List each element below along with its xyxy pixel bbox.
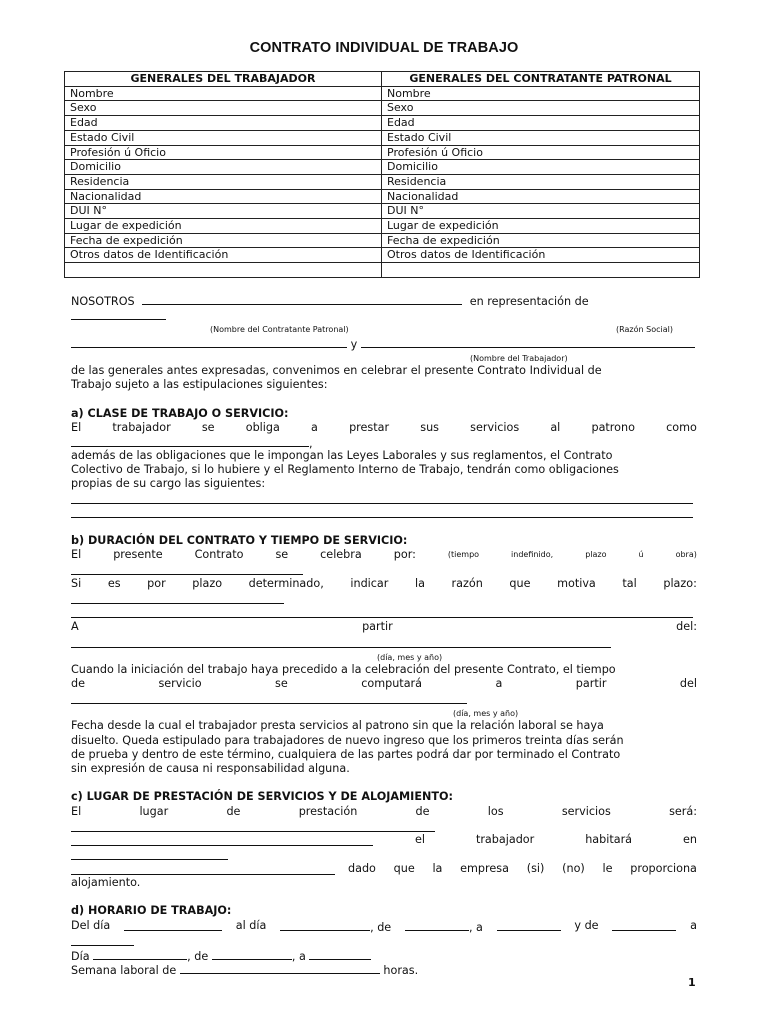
- generales-table-body: [65, 86, 700, 277]
- word: como: [666, 421, 697, 434]
- word: computará: [361, 677, 423, 690]
- hora-inicio-blank[interactable]: [405, 919, 469, 931]
- comma: ,: [309, 437, 313, 450]
- word: empresa: [460, 862, 509, 875]
- contratante-cell[interactable]: Nacionalidad: [382, 189, 700, 204]
- word: partir: [575, 677, 607, 690]
- word: plazo:: [663, 577, 697, 590]
- en-representacion-label: en representación de: [469, 295, 589, 308]
- table-row: [65, 189, 700, 204]
- contratante-cell[interactable]: [382, 263, 700, 278]
- a-end-label: a: [690, 919, 697, 932]
- word: motiva: [557, 577, 596, 590]
- contratante-cell[interactable]: Lugar de expedición: [382, 219, 700, 234]
- trabajador-name-blank[interactable]: [361, 336, 695, 348]
- word: patrono: [591, 421, 635, 434]
- section-d-line-1: [71, 919, 697, 936]
- word: El: [71, 805, 82, 818]
- word: al: [550, 421, 561, 434]
- hora-extra-fin-blank[interactable]: [309, 948, 371, 960]
- word: de: [71, 677, 85, 690]
- trabajador-cell[interactable]: Profesión ú Oficio: [65, 145, 382, 160]
- label-contratante: (Nombre del Contratante Patronal): [210, 325, 349, 334]
- word: (tiempo: [447, 550, 480, 559]
- word: de: [415, 805, 430, 818]
- fecha-computo-blank[interactable]: [71, 703, 467, 704]
- word: plazo: [192, 577, 223, 590]
- dia-fin-blank[interactable]: [280, 919, 370, 931]
- section-b-para-1: Fecha desde la cual el trabajador presta servicios al patrono sin que la relación laboral se haya: [71, 719, 604, 732]
- header-contratante: GENERALES DEL CONTRATANTE PATRONAL: [382, 72, 700, 87]
- word: El: [71, 421, 82, 434]
- trabajador-cell[interactable]: Residencia: [65, 174, 382, 189]
- table-row: [65, 174, 700, 189]
- word: (no): [562, 862, 585, 875]
- word: El: [71, 548, 82, 561]
- word: que: [393, 862, 415, 875]
- section-c-line-4: alojamiento.: [71, 876, 141, 889]
- trabajador-cell[interactable]: Sexo: [65, 101, 382, 116]
- section-b-line-2: [71, 577, 697, 592]
- contratante-cell[interactable]: Estado Civil: [382, 130, 700, 145]
- trabajador-cell[interactable]: Estado Civil: [65, 130, 382, 145]
- section-a-heading: a) CLASE DE TRABAJO O SERVICIO:: [71, 407, 289, 420]
- al-dia-label: al día: [235, 919, 267, 932]
- section-a-line-1: además de las obligaciones que le impongan las Leyes Laborales y sus reglamentos, el Contrato: [71, 449, 613, 462]
- trabajador-cell[interactable]: Lugar de expedición: [65, 219, 382, 234]
- y-label: y: [350, 338, 358, 351]
- word: servicios: [470, 421, 520, 434]
- intro-p1: de las generales antes expresadas, convenimos en celebrar el presente Contrato Individual de: [71, 364, 602, 377]
- word: por:: [393, 548, 416, 561]
- header-trabajador: GENERALES DEL TRABAJADOR: [65, 72, 382, 87]
- contratante-name-blank[interactable]: [71, 336, 347, 348]
- hora-fin-2-blank[interactable]: [71, 945, 134, 946]
- word: del:: [676, 620, 697, 633]
- document-title: CONTRATO INDIVIDUAL DE TRABAJO: [249, 40, 519, 56]
- word: obra): [675, 550, 697, 559]
- word: indefinido,: [511, 550, 554, 559]
- word: la: [432, 862, 443, 875]
- word: se: [275, 677, 288, 690]
- word: habitará: [585, 833, 633, 846]
- intro-line-2: [71, 336, 697, 353]
- section-b-line-4: Cuando la iniciación del trabajo haya precedido a la celebración del presente Contrato, el tiempo: [71, 663, 616, 676]
- word: por: [147, 577, 166, 590]
- intro-para-2: Trabajo sujeto a las estipulaciones siguientes:: [71, 378, 328, 391]
- word: que: [509, 577, 531, 590]
- trabajador-cell[interactable]: [65, 263, 382, 278]
- word: trabajador: [112, 421, 171, 434]
- nosotros-label: NOSOTROS: [71, 295, 135, 308]
- label-razon-social: (Razón Social): [616, 325, 673, 334]
- word: Si: [71, 577, 82, 590]
- table-row: [65, 86, 700, 101]
- table-row: [65, 145, 700, 160]
- duracion-blank[interactable]: [71, 574, 303, 575]
- table-row: [65, 263, 700, 278]
- label-trabajador: (Nombre del Trabajador): [470, 354, 568, 363]
- section-b-para-4: sin expresión de causa ni responsabilidad alguna.: [71, 762, 350, 775]
- word: indicar: [350, 577, 389, 590]
- intro-para-1: [71, 364, 697, 379]
- word: presente: [113, 548, 163, 561]
- word: el: [415, 833, 425, 846]
- trabajador-cell[interactable]: Edad: [65, 116, 382, 131]
- lugar-servicios-blank-2[interactable]: [71, 845, 373, 846]
- trabajador-cell[interactable]: Otros datos de Identificación: [65, 248, 382, 263]
- hora-inicio-2-blank[interactable]: [612, 919, 676, 931]
- section-b-para-2: disuelto. Queda estipulado para trabajadores de nuevo ingreso que los primeros treinta días serán: [71, 734, 624, 747]
- word: (si): [526, 862, 545, 875]
- contratante-cell[interactable]: Otros datos de Identificación: [382, 248, 700, 263]
- word: celebra: [320, 548, 362, 561]
- alojamiento-blank[interactable]: [71, 874, 335, 875]
- word: dado: [348, 862, 376, 875]
- trabajador-cell[interactable]: Fecha de expedición: [65, 233, 382, 248]
- word: a: [311, 421, 318, 434]
- contratante-cell[interactable]: Nombre: [382, 86, 700, 101]
- section-b-para-3: de prueba y dentro de este término, cualquiera de las partes podrá dar por terminado el Contrato: [71, 748, 621, 761]
- word: de: [226, 805, 241, 818]
- word: prestar: [349, 421, 390, 434]
- trabajador-cell[interactable]: Nombre: [65, 86, 382, 101]
- dia-extra-blank[interactable]: [93, 948, 187, 960]
- word: será:: [669, 805, 697, 818]
- semana-label: Semana laboral de: [71, 964, 177, 977]
- section-b-line-5: [71, 677, 697, 692]
- section-c-line-3: [348, 862, 697, 877]
- word: la: [414, 577, 425, 590]
- contratante-cell[interactable]: Sexo: [382, 101, 700, 116]
- word: razón: [451, 577, 483, 590]
- contratante-cell[interactable]: Edad: [382, 116, 700, 131]
- word: lugar: [139, 805, 169, 818]
- section-b-line-1: [71, 548, 697, 563]
- section-a-words: [71, 421, 697, 436]
- word: se: [201, 421, 215, 434]
- contratante-cell[interactable]: Domicilio: [382, 160, 700, 175]
- dia-label: Día: [71, 950, 90, 963]
- word: trabajador: [475, 833, 535, 846]
- section-d-line-3: [71, 962, 697, 979]
- clase-trabajo-blank[interactable]: [71, 435, 309, 447]
- section-a-line-3: propias de su cargo las siguientes:: [71, 477, 266, 490]
- word: en: [682, 833, 697, 846]
- word: plazo: [585, 550, 607, 559]
- razon-plazo-blank[interactable]: [71, 603, 284, 604]
- word: determinado,: [248, 577, 324, 590]
- contratante-cell[interactable]: DUI N°: [382, 204, 700, 219]
- label-fecha-1: (día, mes y año): [377, 653, 443, 662]
- word: prestación: [298, 805, 358, 818]
- table-row: [65, 130, 700, 145]
- word: le: [602, 862, 613, 875]
- word: los: [487, 805, 504, 818]
- section-b-line-3: [71, 620, 697, 635]
- section-c-heading: c) LUGAR DE PRESTACIÓN DE SERVICIOS Y DE ALOJAMIENTO:: [71, 790, 453, 803]
- table-row: [65, 160, 700, 175]
- trabajador-cell[interactable]: Domicilio: [65, 160, 382, 175]
- word: servicio: [158, 677, 202, 690]
- de-label: , de: [370, 921, 392, 934]
- a-2-label: , a: [291, 950, 306, 963]
- section-b-heading: b) DURACIÓN DEL CONTRATO Y TIEMPO DE SERVICIO:: [71, 534, 408, 547]
- contratante-cell[interactable]: Profesión ú Oficio: [382, 145, 700, 160]
- word: proporciona: [630, 862, 697, 875]
- intro-line-1: [71, 293, 697, 310]
- word: se: [275, 548, 289, 561]
- hora-extra-inicio-blank[interactable]: [212, 948, 292, 960]
- section-a-line-2: Colectivo de Trabajo, si lo hubiere y el Reglamento Interno de Trabajo, tendrán como obligaciones: [71, 463, 619, 476]
- horas-label: horas.: [383, 964, 419, 977]
- de-2-label: , de: [187, 950, 209, 963]
- section-d-heading: d) HORARIO DE TRABAJO:: [71, 904, 232, 917]
- label-fecha-2: (día, mes y año): [453, 709, 519, 718]
- del-dia-label: Del día: [71, 919, 111, 932]
- word: es: [107, 577, 121, 590]
- contratante-blank[interactable]: [142, 293, 462, 305]
- y-de-label: y de: [574, 919, 599, 932]
- word: Contrato: [194, 548, 244, 561]
- table-row: [65, 233, 700, 248]
- page-number: 1: [688, 976, 696, 989]
- habitara-blank[interactable]: [71, 859, 228, 860]
- razon-plazo-blank-2[interactable]: [71, 617, 693, 618]
- obligaciones-blank-2[interactable]: [71, 517, 693, 518]
- horas-semana-blank[interactable]: [180, 962, 380, 974]
- lugar-servicios-blank[interactable]: [71, 831, 435, 832]
- generales-table: [64, 71, 700, 278]
- razon-social-blank[interactable]: [71, 319, 166, 320]
- section-c-line-2: [415, 833, 697, 848]
- trabajador-cell[interactable]: Nacionalidad: [65, 189, 382, 204]
- word: servicios: [561, 805, 611, 818]
- word: A: [71, 620, 79, 633]
- table-row: [65, 219, 700, 234]
- hora-fin-blank[interactable]: [497, 919, 561, 931]
- section-c-line-1: [71, 805, 697, 820]
- contratante-cell[interactable]: Fecha de expedición: [382, 233, 700, 248]
- table-row: [65, 101, 700, 116]
- contratante-cell[interactable]: Residencia: [382, 174, 700, 189]
- trabajador-cell[interactable]: DUI N°: [65, 204, 382, 219]
- fecha-inicio-blank[interactable]: [71, 647, 611, 648]
- word: obliga: [245, 421, 280, 434]
- table-row: [65, 248, 700, 263]
- word: a: [495, 677, 503, 690]
- word: partir: [362, 620, 393, 633]
- table-row: [65, 116, 700, 131]
- word: tal: [622, 577, 637, 590]
- obligaciones-blank-1[interactable]: [71, 503, 693, 504]
- word: sus: [420, 421, 439, 434]
- a-label: , a: [468, 921, 483, 934]
- table-row: [65, 204, 700, 219]
- dia-inicio-blank[interactable]: [124, 919, 222, 931]
- word: del: [679, 677, 697, 690]
- word: ú: [638, 550, 644, 559]
